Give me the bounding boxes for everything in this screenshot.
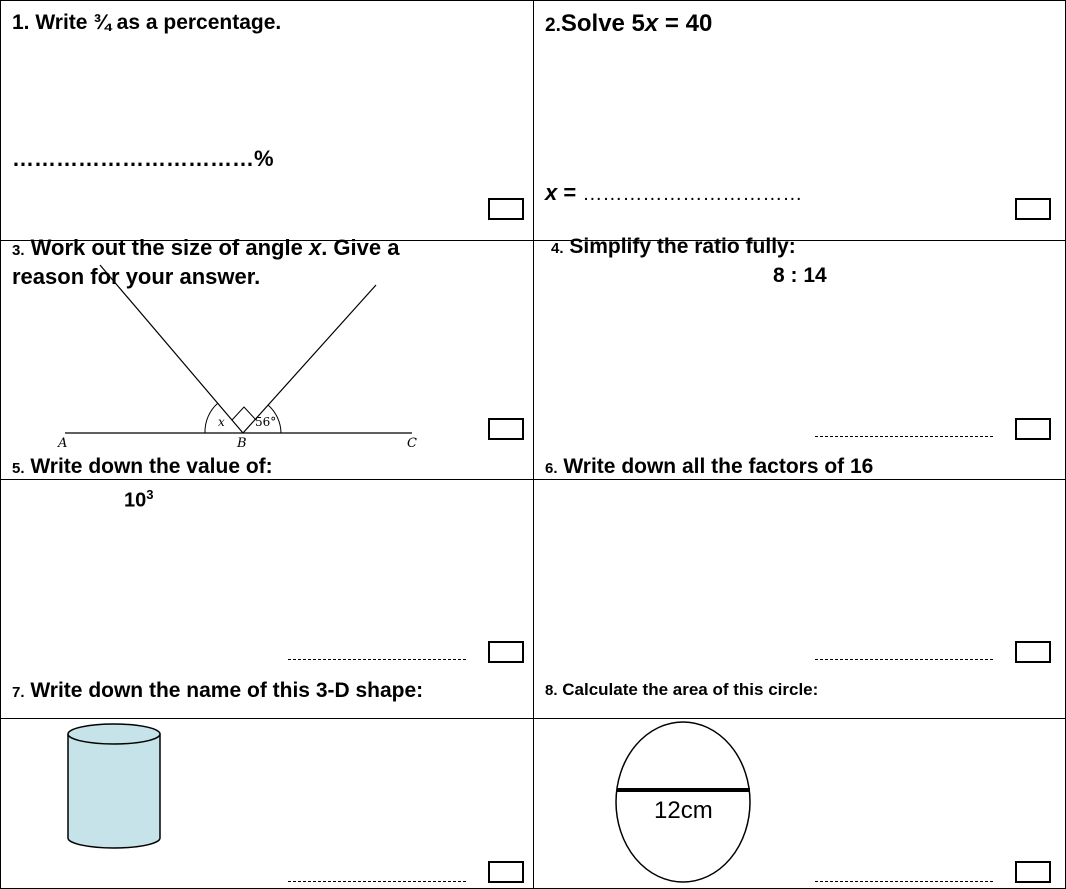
circle-diameter-label: 12cm <box>654 797 713 824</box>
q8-text: Calculate the area of this circle: <box>562 680 819 699</box>
q8-answer-line[interactable] <box>815 881 993 882</box>
q5-answer-line[interactable] <box>288 659 466 660</box>
q2-variable: x <box>644 10 659 37</box>
q3-text-end: . Give a <box>321 235 400 260</box>
q6-text: Write down all the factors of 16 <box>563 455 874 478</box>
q1-text: Write ¾ as a percentage. <box>35 11 282 34</box>
q7-answer-line[interactable] <box>288 881 466 882</box>
q6-prompt <box>545 455 873 479</box>
q8-prompt <box>545 680 818 700</box>
q2-prompt <box>545 10 712 38</box>
diagram-label-a: A <box>58 436 68 451</box>
q5-mark-box[interactable] <box>488 641 524 663</box>
diagram-label-c: C <box>407 436 417 451</box>
q2-answer-variable: x <box>545 180 558 205</box>
q3-number: 3. <box>12 242 25 259</box>
q8-number: 8. <box>545 682 558 699</box>
q5-number: 5. <box>12 460 25 477</box>
q5-base: 10 <box>124 489 147 512</box>
q7-mark-box[interactable] <box>488 861 524 883</box>
q3-mark-box[interactable] <box>488 418 524 440</box>
q3-prompt-line2: reason for your answer. <box>12 264 261 289</box>
q4-answer-line[interactable] <box>815 436 993 437</box>
q4-mark-box[interactable] <box>1015 418 1051 440</box>
q1-number: 1. <box>12 11 30 34</box>
q4-ratio: 8 : 14 <box>773 264 827 287</box>
q1-mark-box[interactable] <box>488 198 524 220</box>
diagram-label-angle: 56° <box>255 415 277 429</box>
q4-text: Simplify the ratio fully: <box>569 235 796 258</box>
q5-prompt <box>12 455 273 479</box>
angle-diagram <box>0 240 533 480</box>
q7-number: 7. <box>12 684 25 701</box>
diagram-label-b: B <box>237 436 247 451</box>
diagram-label-x: x <box>218 415 225 429</box>
grid-divider-vertical <box>533 0 534 889</box>
q7-text: Write down the name of this 3-D shape: <box>30 679 424 702</box>
q2-number: 2. <box>545 15 561 36</box>
q3-text: Work out the size of angle <box>30 235 309 260</box>
q3-variable: x <box>308 235 322 260</box>
q4-prompt <box>551 235 796 259</box>
q7-prompt <box>12 679 423 703</box>
q5-exponent: 3 <box>146 487 154 502</box>
q6-mark-box[interactable] <box>1015 641 1051 663</box>
q2-text-end: = 40 <box>658 10 713 37</box>
q1-prompt <box>12 11 281 35</box>
q4-number: 4. <box>551 240 564 257</box>
cylinder-shape <box>62 718 172 868</box>
q5-text: Write down the value of: <box>30 455 273 478</box>
q2-answer <box>545 180 802 206</box>
q5-expression <box>124 487 153 513</box>
q6-number: 6. <box>545 460 558 477</box>
q2-text: Solve 5 <box>560 10 645 37</box>
q2-answer-line[interactable]: …………………………… <box>582 183 803 205</box>
q1-answer-line[interactable]: ……………………………% <box>12 146 274 171</box>
q2-answer-label: = <box>557 180 583 205</box>
q8-mark-box[interactable] <box>1015 861 1051 883</box>
q2-mark-box[interactable] <box>1015 198 1051 220</box>
q6-answer-line[interactable] <box>815 659 993 660</box>
